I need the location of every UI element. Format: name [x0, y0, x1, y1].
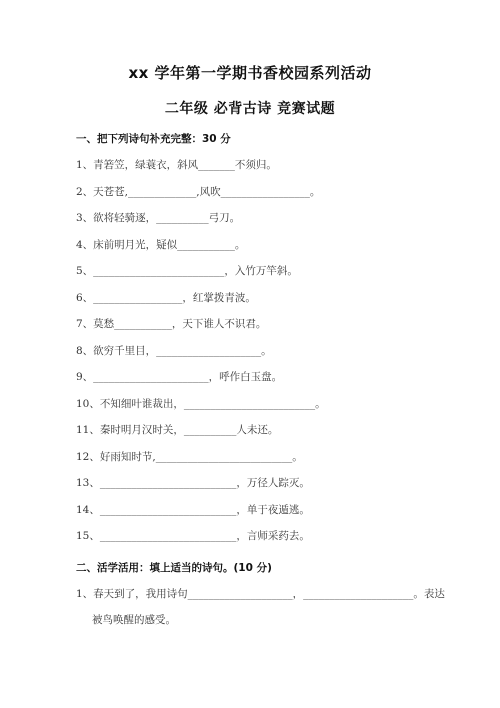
page-title: xx 学年第一学期书香校园系列活动: [128, 64, 372, 82]
question-item: 6、_________________，红掌拨青波。: [76, 292, 256, 304]
section-1-heading: 一、把下列诗句补充完整：30 分: [76, 133, 231, 145]
question-item: 2、天苍苍,_____________,风吹_________________。: [76, 186, 321, 198]
question-item: 4、床前明月光，疑似___________。: [76, 239, 246, 251]
section-2-heading: 二、活学活用：填上适当的诗句。(10 分): [76, 562, 272, 574]
question-item: 14、__________________________，单于夜遁逃。: [76, 504, 310, 516]
question-item: 11、秦时明月汉时关，__________人未还。: [76, 424, 279, 436]
question-item: 7、莫愁___________，天下谁人不识君。: [76, 318, 267, 330]
question-item: 5、_________________________，入竹万竿斜。: [76, 265, 298, 277]
question-item: 8、欲穷千里目，____________________。: [76, 345, 272, 357]
question-item: 3、欲将轻骑逐，__________弓刀。: [76, 212, 241, 224]
question-item: 15、__________________________，言师采药去。: [76, 530, 310, 542]
question-item: 9、______________________，呼作白玉盘。: [76, 371, 283, 383]
question-item: 1、青箬笠，绿蓑衣，斜风_______不须归。: [76, 159, 277, 171]
question-item-continuation: 被鸟唤醒的感受。: [92, 614, 176, 626]
page-subtitle: 二年级 必背古诗 竞赛试题: [164, 101, 336, 117]
question-item: 12、好雨知时节,__________________________。: [76, 451, 303, 463]
question-item: 1、春天到了，我用诗句____________________，_____________________。表达: [76, 588, 445, 600]
question-item: 13、__________________________，万径人踪灭。: [76, 477, 310, 489]
question-item: 10、不知细叶谁裁出，_________________________。: [76, 398, 326, 410]
